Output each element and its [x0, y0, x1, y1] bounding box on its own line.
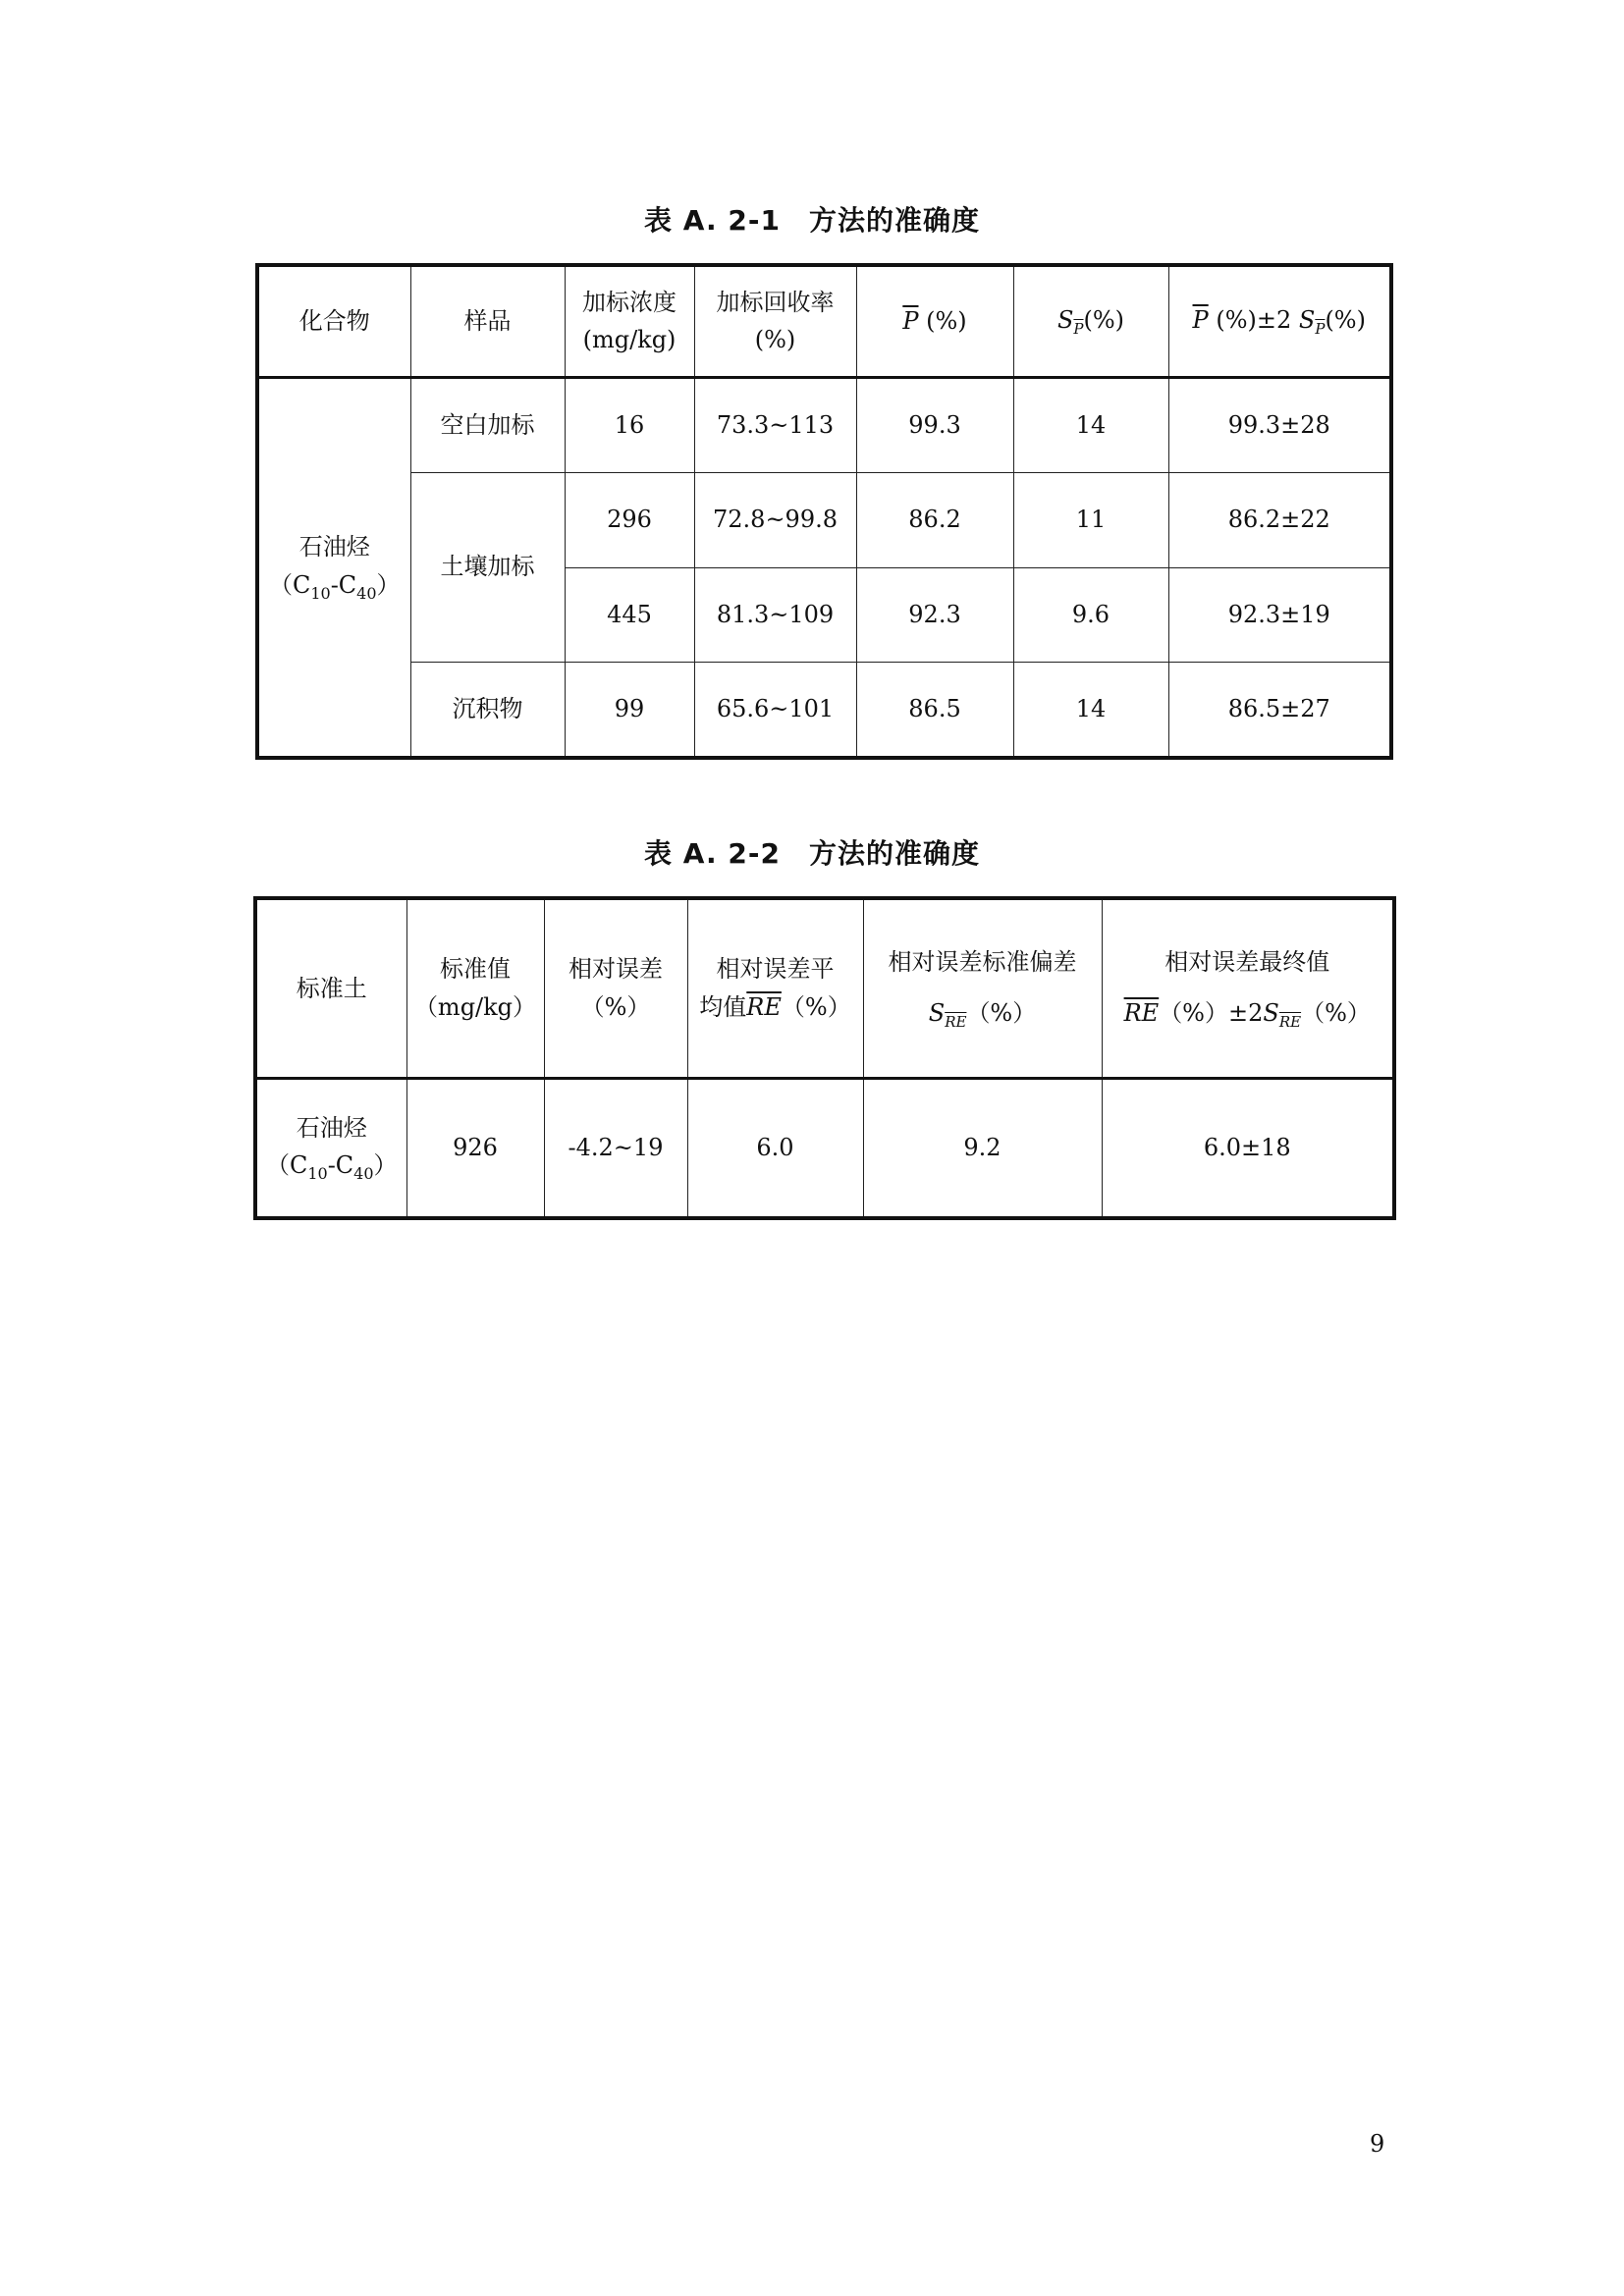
header-rel-err-mean-line2-wrap	[688, 988, 863, 1026]
sd-unit: （%）	[966, 999, 1037, 1028]
header-sample: 样品	[410, 265, 565, 377]
sp-unit: (%)	[1083, 306, 1125, 335]
accuracy-table-2	[253, 896, 1396, 1220]
final-s-symbol: S	[1298, 306, 1316, 335]
recovery-cell: 81.3~109	[694, 567, 856, 662]
formula-dash: -C	[327, 1151, 354, 1180]
final-re-s-symbol: S	[1263, 999, 1279, 1028]
final-re-symbol: $\overline{RE}$	[1123, 999, 1160, 1028]
header-std-soil: 标准土	[255, 898, 406, 1078]
header-spike-conc	[565, 265, 694, 377]
header-rel-err-sd-line1: 相对误差标准偏差	[888, 947, 1077, 976]
header-final-line2	[1103, 994, 1393, 1034]
p-mean-unit: (%)	[926, 307, 967, 336]
std-soil-cell	[255, 1078, 406, 1218]
conc-cell: 445	[565, 567, 694, 662]
table1-header-row	[257, 265, 1391, 377]
final-cell: 99.3±28	[1168, 377, 1391, 472]
header-rel-err	[544, 898, 687, 1078]
header-std-value	[406, 898, 544, 1078]
header-spike-conc-line1: 加标浓度	[582, 288, 677, 316]
formula-sub2: 40	[356, 583, 377, 603]
rel-err-cell: -4.2~19	[544, 1078, 687, 1218]
header-spike-conc-line2: (mg/kg)	[582, 326, 677, 354]
compound-formula	[259, 566, 410, 606]
formula-sub2: 40	[353, 1164, 374, 1184]
sp-cell: 14	[1013, 377, 1168, 472]
table-row	[257, 662, 1391, 758]
final-cell: 92.3±19	[1168, 567, 1391, 662]
sd-cell: 9.2	[863, 1078, 1102, 1218]
formula-open: （C	[268, 570, 311, 599]
final-cell: 86.5±27	[1168, 662, 1391, 758]
header-std-value-line1: 标准值	[440, 955, 511, 984]
header-recovery-line2: (%)	[754, 326, 796, 354]
final-subscript: P	[1315, 320, 1326, 339]
header-rel-err-sd	[863, 898, 1102, 1078]
final-re-subscript: RE	[1278, 1012, 1302, 1031]
sp-cell: 14	[1013, 662, 1168, 758]
header-rel-err-mean-line2: 均值	[699, 992, 747, 1021]
sample-cell: 沉积物	[410, 662, 565, 758]
re-mean-symbol: $\overline{RE}$	[746, 992, 782, 1021]
final-re-unit: （%）	[1301, 999, 1371, 1028]
header-rel-err-line1: 相对误差	[568, 955, 663, 984]
final-unit: (%)	[1325, 306, 1366, 335]
conc-cell: 99	[565, 662, 694, 758]
header-rel-err-mean	[687, 898, 863, 1078]
table1-caption: 表 A. 2-1 方法的准确度	[644, 204, 980, 237]
table-row	[257, 472, 1391, 567]
header-compound: 化合物	[257, 265, 410, 377]
sample-cell: 土壤加标	[410, 472, 565, 662]
compound-cell	[257, 377, 410, 758]
sp-cell: 11	[1013, 472, 1168, 567]
header-std-value-line2: （mg/kg）	[413, 992, 537, 1021]
conc-cell: 296	[565, 472, 694, 567]
header-rel-err-line2: （%）	[580, 992, 651, 1021]
sp-symbol: S	[1056, 306, 1074, 335]
std-value-cell: 926	[406, 1078, 544, 1218]
sample-cell: 空白加标	[410, 377, 565, 472]
sp-subscript: P	[1073, 320, 1084, 339]
accuracy-table-1	[255, 263, 1393, 760]
sp-cell: 9.6	[1013, 567, 1168, 662]
header-recovery	[694, 265, 856, 377]
mean-cell: 6.0	[687, 1078, 863, 1218]
compound-name: 石油烃	[298, 533, 370, 561]
p-mean-symbol: $\overline{P}$	[902, 307, 919, 336]
table-row	[255, 1078, 1394, 1218]
conc-cell: 16	[565, 377, 694, 472]
sd-subscript: RE	[945, 1012, 967, 1031]
formula-dash: -C	[330, 570, 357, 599]
page-number: 9	[1370, 2130, 1385, 2158]
header-final-value	[1102, 898, 1394, 1078]
recovery-cell: 73.3~113	[694, 377, 856, 472]
recovery-cell: 65.6~101	[694, 662, 856, 758]
p-cell: 92.3	[856, 567, 1013, 662]
formula-close: ）	[373, 1151, 398, 1180]
final-cell: 86.2±22	[1168, 472, 1391, 567]
formula-sub1: 10	[307, 1164, 328, 1184]
table2-header-row	[255, 898, 1394, 1078]
header-final	[1168, 265, 1391, 377]
final-mid: (%)±2	[1216, 306, 1292, 335]
formula-close: ）	[376, 570, 401, 599]
table-row	[257, 377, 1391, 472]
std-soil-name: 石油烃	[296, 1113, 367, 1142]
std-soil-formula	[257, 1147, 406, 1186]
sd-symbol: S	[928, 999, 946, 1028]
formula-sub1: 10	[310, 583, 331, 603]
final-p-symbol: $\overline{P}$	[1192, 306, 1209, 335]
table2-caption: 表 A. 2-2 方法的准确度	[644, 837, 980, 870]
header-final-line1: 相对误差最终值	[1164, 947, 1330, 976]
re-mean-unit: （%）	[781, 992, 851, 1021]
recovery-cell: 72.8~99.8	[694, 472, 856, 567]
header-recovery-line1: 加标回收率	[716, 288, 835, 316]
header-rel-err-mean-line1: 相对误差平	[716, 955, 835, 984]
final-cell: 6.0±18	[1102, 1078, 1394, 1218]
p-cell: 86.5	[856, 662, 1013, 758]
p-cell: 86.2	[856, 472, 1013, 567]
p-cell: 99.3	[856, 377, 1013, 472]
header-p-mean	[856, 265, 1013, 377]
final-re-mid: （%）±2	[1159, 999, 1264, 1028]
header-sp	[1013, 265, 1168, 377]
formula-open: （C	[265, 1151, 308, 1180]
header-rel-err-sd-line2	[864, 994, 1102, 1034]
